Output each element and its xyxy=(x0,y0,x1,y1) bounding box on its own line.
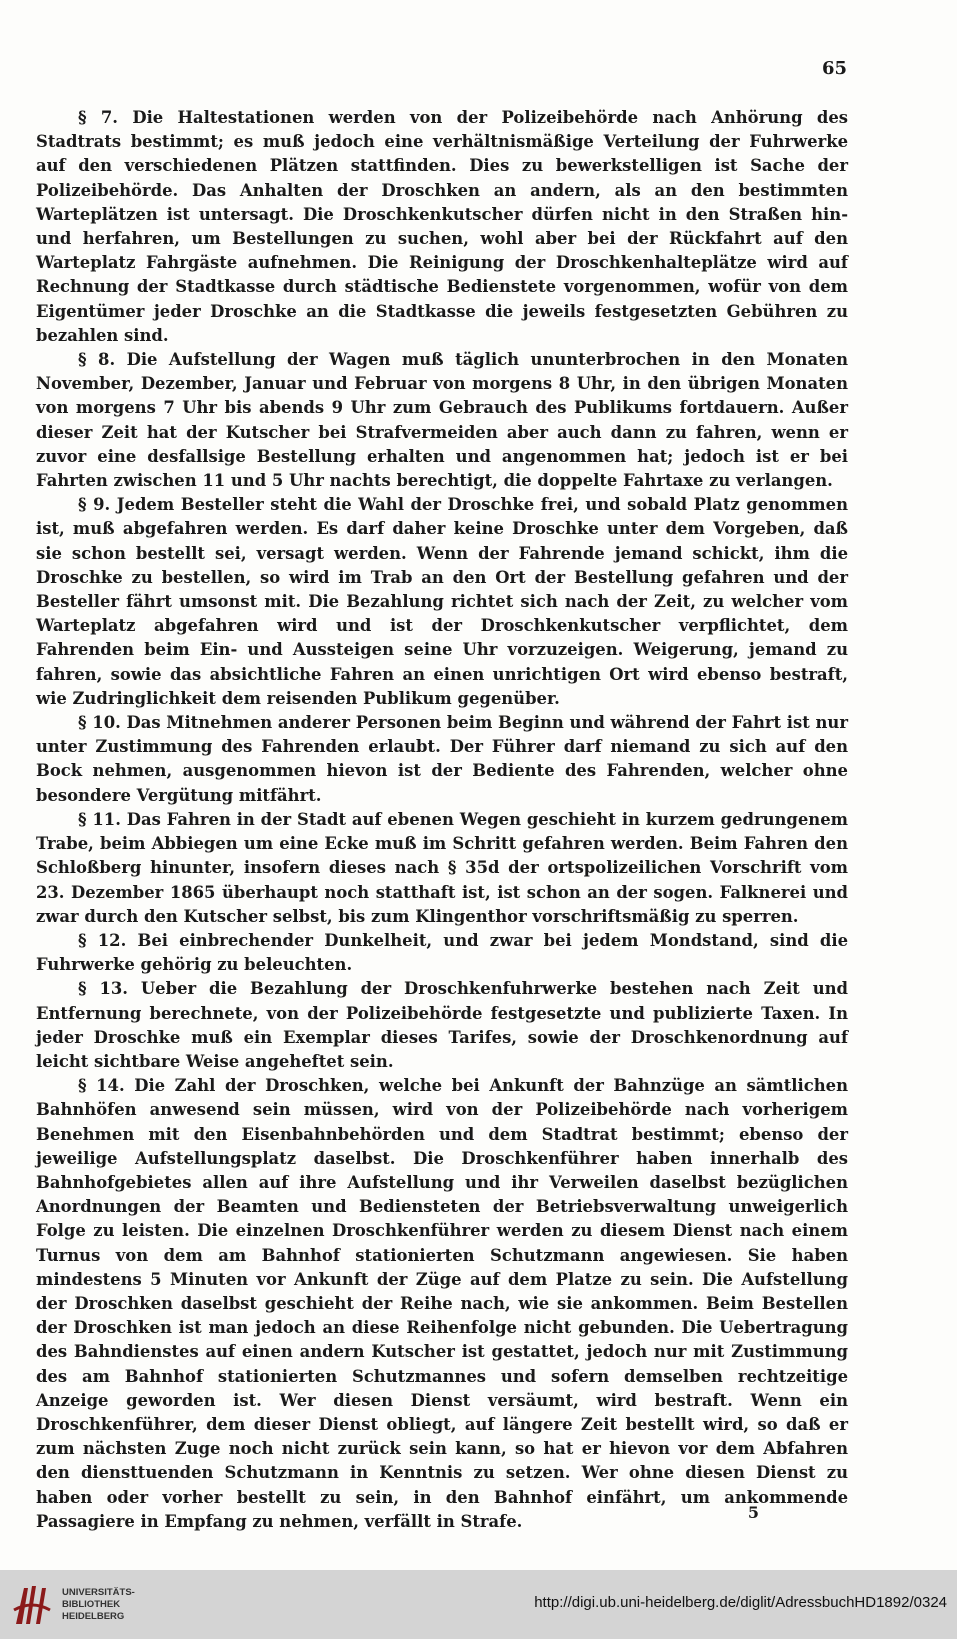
page-number: 65 xyxy=(821,58,847,79)
university-seal-icon xyxy=(10,1580,54,1630)
logo-line-1: UNIVERSITÄTS- xyxy=(62,1587,135,1598)
library-logo-text xyxy=(62,1587,135,1623)
logo-line-3: HEIDELBERG xyxy=(62,1611,125,1622)
logo-line-2: BIBLIOTHEK xyxy=(62,1599,121,1610)
paragraph-section-10: § 10. Das Mitnehmen anderer Personen beim Beginn und während der Fahrt ist nur unter Zustimmung des Fahrenden erlaubt. Der Führer darf niemand zu sich auf den Bock nehmen, ausgenommen hievon ist der Bediente des Fahrenden, welcher ohne besondere Vergütung mitfährt. xyxy=(36,713,848,805)
paragraph-section-9: § 9. Jedem Besteller steht die Wahl der Droschke frei, und sobald Platz genommen ist, muß abgefahren werden. Es darf daher keine Droschke unter dem Vorgeben, daß sie schon bestellt sei, versagt werden. Wenn der Fahrende jemand schickt, ihm die Droschke zu bestellen, so wird im Trab an den Ort der Bestellung gefahren und der Besteller fährt umsonst mit. Die Bezahlung richtet sich nach der Zeit, zu welcher vom Warteplatz abgefahren wird und ist der Droschkenkutscher verpflichtet, dem Fahrenden beim Ein- und Aussteigen seine Uhr vorzuzeigen. Weigerung, jemand zu fahren, sowie das absichtliche Fahren an einen unrichtigen Ort wird ebenso bestraft, wie Zudringlichkeit dem reisenden Publikum gegenüber. xyxy=(36,495,848,708)
paragraph-section-13: § 13. Ueber die Bezahlung der Droschkenfuhrwerke bestehen nach Zeit und Entfernung berechnete, von der Polizeibehörde festgesetzte und publizierte Taxen. In jeder Droschke muß ein Exemplar dieses Tarifes, sowie der Droschkenordnung auf leicht sichtbare Weise angeheftet sein. xyxy=(36,979,848,1071)
permalink-url[interactable]: http://digi.ub.uni-heidelberg.de/diglit/AdressbuchHD1892/0324 xyxy=(534,1594,947,1611)
paragraph-section-8: § 8. Die Aufstellung der Wagen muß täglich ununterbrochen in den Monaten November, Dezember, Januar und Februar von morgens 8 Uhr, in den übrigen Monaten von morgens 7 Uhr bis abends 9 Uhr zum Gebrauch des Publikums fortdauern. Außer dieser Zeit hat der Kutscher bei Strafvermeiden aber auch dann zu fahren, wenn er zuvor eine desfallsige Bestellung erhalten und angenommen hat; jedoch ist er bei Fahrten zwischen 11 und 5 Uhr nachts berechtigt, die doppelte Fahrtaxe zu verlangen. xyxy=(36,350,848,491)
paragraph-section-11: § 11. Das Fahren in der Stadt auf ebenen Wegen geschieht in kurzem gedrungenem Trabe, beim Abbiegen um eine Ecke muß im Schritt gefahren werden. Beim Fahren den Schloßberg hinunter, insofern dieses nach § 35d der ortspolizeilichen Vorschrift vom 23. Dezember 1865 überhaupt noch statthaft ist, ist schon an der sogen. Falknerei und zwar durch den Kutscher selbst, bis zum Klingenthor vorschriftsmäßig zu sperren. xyxy=(36,809,848,926)
signature-mark: 5 xyxy=(747,1503,759,1522)
paragraph-section-12: § 12. Bei einbrechender Dunkelheit, und zwar bei jedem Mondstand, sind die Fuhrwerke gehörig zu beleuchten. xyxy=(36,930,848,975)
paragraph-section-14: § 14. Die Zahl der Droschken, welche bei Ankunft der Bahnzüge an sämtlichen Bahnhöfen anwesend sein müssen, wird von der Polizeibehörde nach vorherigem Benehmen mit den Eisenbahnbehörden und dem Stadtrat bestimmt; ebenso der jeweilige Aufstellungsplatz daselbst. Die Droschkenführer haben innerhalb des Bahnhofgebietes allen auf ihre Aufstellung und ihr Verweilen daselbst bezüglichen Anordnungen der Beamten und Bediensteten der Betriebsverwaltung unweigerlich Folge zu leisten. Die einzelnen Droschkenführer werden zu diesem Dienst nach einem Turnus von dem am Bahnhof stationierten Schutzmann angewiesen. Sie haben mindestens 5 Minuten vor Ankunft der Züge auf dem Platze zu sein. Die Aufstellung der Droschken daselbst geschieht der Reihe nach, wie sie ankommen. Beim Bestellen der Droschken ist man jedoch an diese Reihenfolge nicht gebunden. Die Uebertragung des Bahndienstes auf einen andern Kutscher ist gestattet, jedoch nur mit Zustimmung des am Bahnhof stationierten Schutzmannes und sofern demselben rechtzeitige Anzeige geworden ist. Wer diesen Dienst versäumt, wird bestraft. Wenn ein Droschkenführer, dem dieser Dienst obliegt, auf längere Zeit bestellt wird, so daß er zum nächsten Zuge noch nicht zurück sein kann, so hat er hievon vor dem Abfahren den diensttuenden Schutzmann in Kenntnis zu setzen. Wer ohne diesen Dienst zu haben oder vorher bestellt zu sein, in den Bahnhof einfährt, um ankommende Passagiere in Empfang zu nehmen, verfällt in Strafe. xyxy=(36,1076,848,1531)
body-text xyxy=(36,106,848,1534)
footer-bar xyxy=(0,1570,957,1639)
paragraph-section-7: § 7. Die Haltestationen werden von der Polizeibehörde nach Anhörung des Stadtrats bestimmt; es muß jedoch eine verhältnismäßige Verteilung der Fuhrwerke auf den verschiedenen Plätzen stattfinden. Dies zu bewerkstelligen ist Sache der Polizeibehörde. Das Anhalten der Droschken an andern, als an den bestimmten Warteplätzen ist untersagt. Die Droschkenkutscher dürfen nicht in den Straßen hin- und herfahren, um Bestellungen zu suchen, wohl aber bei der Rückfahrt auf den Warteplatz Fahrgäste aufnehmen. Die Reinigung der Droschkenhalteplätze wird auf Rechnung der Stadtkasse durch städtische Bedienstete vorgenommen, wofür von dem Eigentümer jeder Droschke an die Stadtkasse die jeweils festgesetzten Gebühren zu bezahlen sind. xyxy=(36,108,848,345)
